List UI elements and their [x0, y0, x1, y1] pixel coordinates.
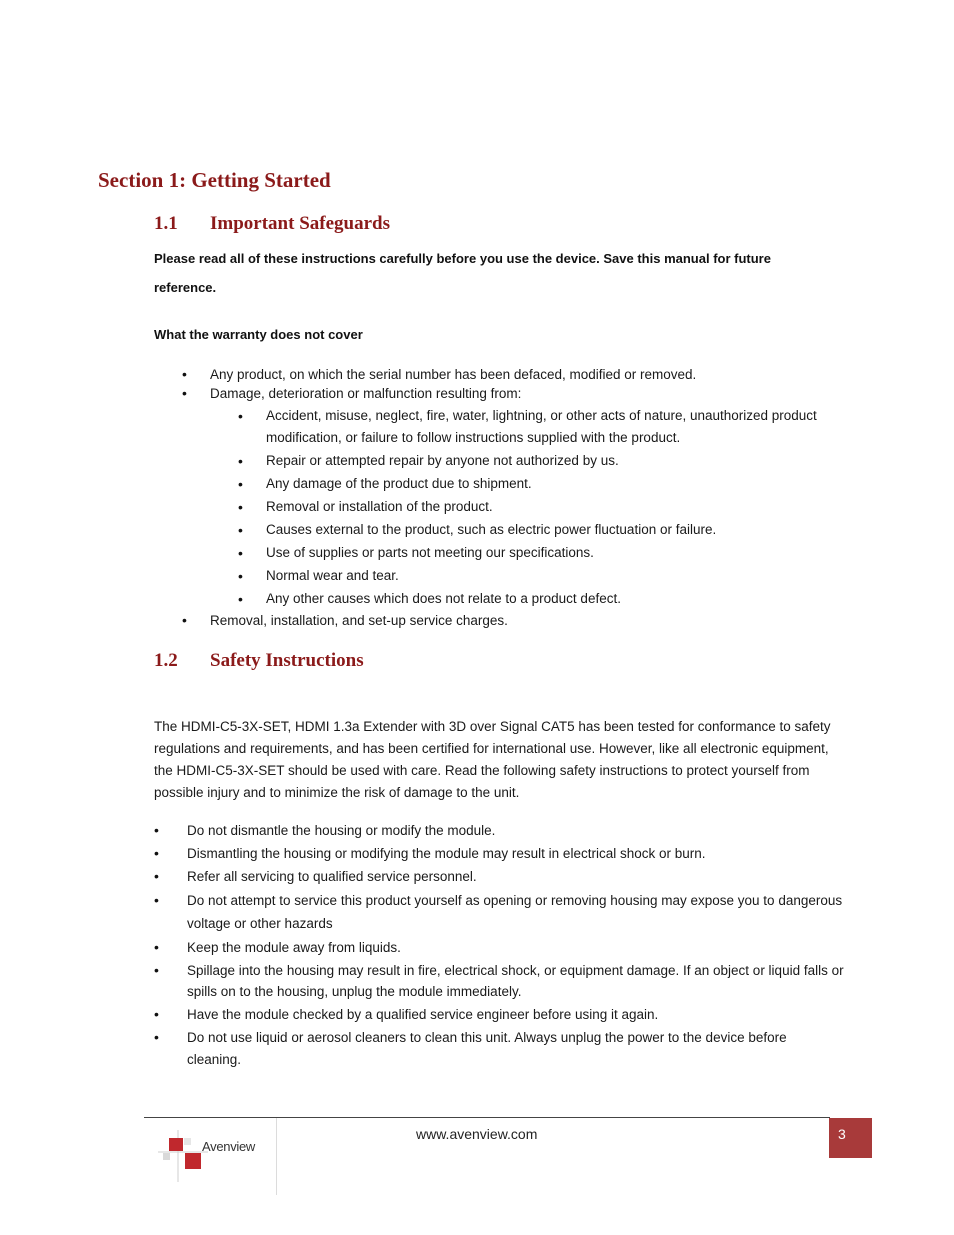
sublist-item: • Normal wear and tear. — [238, 565, 822, 587]
warranty-sublist — [238, 405, 822, 610]
list-item: • Any product, on which the serial number has been defaced, modified or removed. — [182, 365, 822, 384]
list-item — [182, 384, 822, 610]
page-number: 3 — [829, 1118, 872, 1158]
list-item: • Refer all servicing to qualified service personnel. — [154, 866, 844, 888]
safeguards-intro: Please read all of these instructions carefully before you use the device. Save this manual for future reference. — [154, 251, 771, 295]
list-item: • Have the module checked by a qualified service engineer before using it again. — [154, 1004, 844, 1026]
list-item: • Keep the module away from liquids. — [154, 937, 844, 959]
list-item-text: Damage, deterioration or malfunction resulting from: — [210, 386, 522, 401]
safety-list — [154, 820, 844, 1072]
list-item: • Do not attempt to service this product yourself as opening or removing housing may expose you to dangerous voltage or other hazards — [154, 889, 844, 935]
sublist-item: • Repair or attempted repair by anyone not authorized by us. — [238, 450, 822, 472]
logo-wordmark: Avenview — [202, 1139, 256, 1154]
heading-number: 1.1 — [154, 213, 178, 234]
sublist-item: • Any other causes which does not relate to a product defect. — [238, 588, 822, 610]
footer-divider — [144, 1117, 830, 1118]
list-item: • Do not use liquid or aerosol cleaners to clean this unit. Always unplug the power to the device before cleaning. — [154, 1027, 844, 1070]
heading-important-safeguards — [154, 213, 554, 237]
sublist-item: • Use of supplies or parts not meeting our specifications. — [238, 542, 822, 564]
sublist-item: • Accident, misuse, neglect, fire, water, lightning, or other acts of nature, unauthorized product modification, or failure to follow instructions supplied with the product. — [238, 405, 822, 449]
list-item: • Do not dismantle the housing or modify the module. — [154, 820, 844, 842]
list-item: • Dismantling the housing or modifying the module may result in electrical shock or burn. — [154, 843, 844, 865]
list-item: • Removal, installation, and set-up service charges. — [182, 611, 822, 630]
sublist-item: • Causes external to the product, such as electric power fluctuation or failure. — [238, 519, 822, 541]
warranty-list — [182, 365, 822, 630]
footer-url[interactable]: www.avenview.com — [416, 1126, 538, 1142]
heading-text: Safety Instructions — [210, 650, 364, 671]
heading-text: Important Safeguards — [210, 213, 390, 234]
footer-vertical-divider — [276, 1118, 277, 1195]
heading-number: 1.2 — [154, 650, 178, 671]
safety-paragraph: The HDMI-C5-3X-SET, HDMI 1.3a Extender with 3D over Signal CAT5 has been tested for conformance to safety regulations and requirements, and has been certified for international use. However, like all electronic equipment, the HDMI-C5-3X-SET should be used with care. Read the following safety instructions to protect yourself from possible injury and to minimize the risk of damage to the unit. — [154, 719, 831, 800]
sublist-item: • Any damage of the product due to shipment. — [238, 473, 822, 495]
list-item: • Spillage into the housing may result in fire, electrical shock, or equipment damage. If an object or liquid falls or spills on to the housing, unplug the module immediately. — [154, 960, 844, 1003]
heading-safety-instructions — [154, 650, 554, 674]
section-title: Section 1: Getting Started — [98, 168, 331, 192]
sublist-item: • Removal or installation of the product. — [238, 496, 822, 518]
warranty-heading: What the warranty does not cover — [154, 327, 363, 342]
avenview-logo-icon — [158, 1130, 208, 1182]
